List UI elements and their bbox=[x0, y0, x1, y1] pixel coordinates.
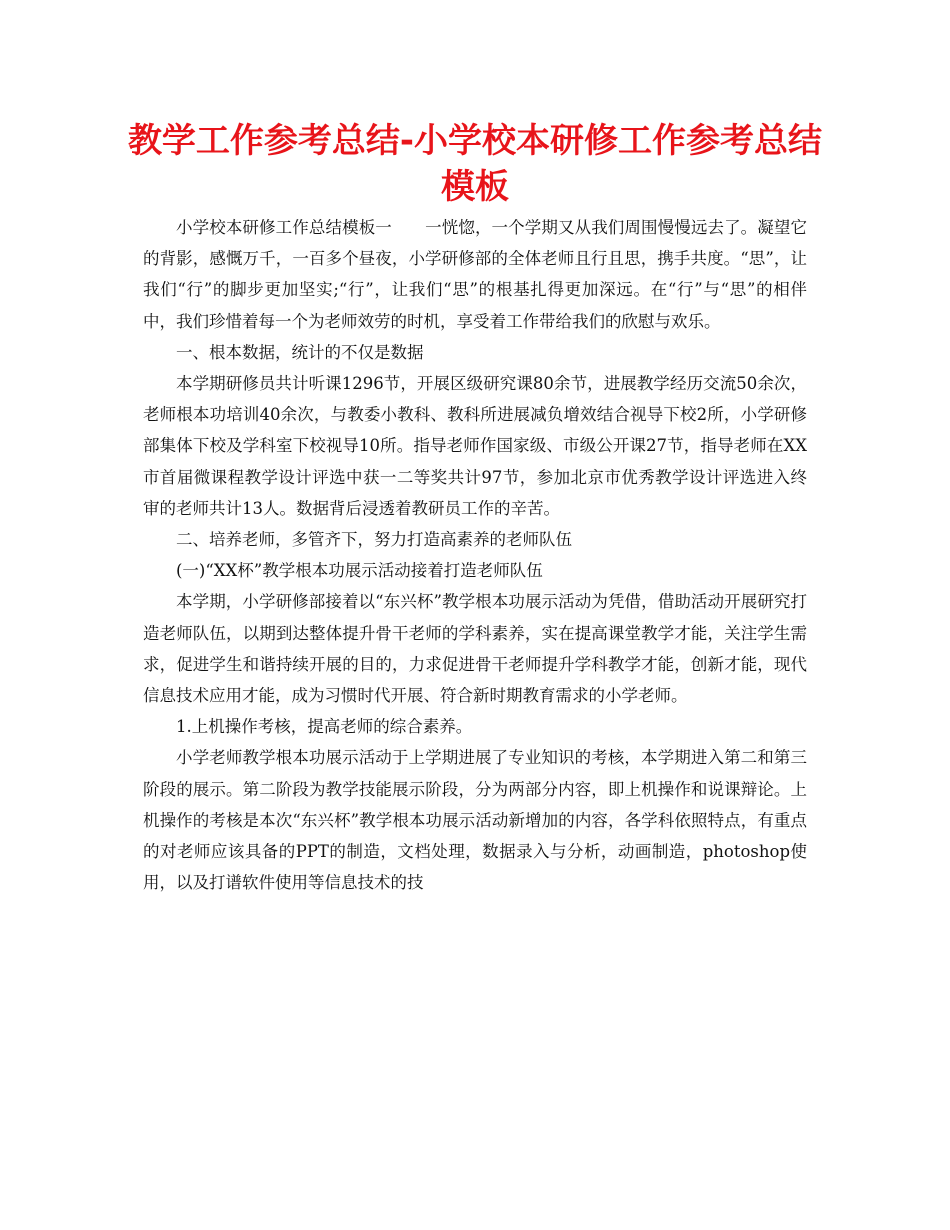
paragraph-intro: 小学校本研修工作总结模板一 一恍惚，一个学期又从我们周围慢慢远去了。凝望它的背影，感慨万千，一百多个昼夜，小学研修部的全体老师且行且思，携手共度。“思”，让我们“行”的脚步更加坚实;“行”，让我们“思”的根基扎得更加深远。在“行”与“思”的相伴中，我们珍惜着每一个为老师效劳的时机，享受着工作带给我们的欣慰与欢乐。 bbox=[143, 218, 807, 331]
section-heading-2: 二、培养老师，多管齐下，努力打造高素养的老师队伍 bbox=[176, 530, 572, 550]
document-title: 教学工作参考总结-小学校本研修工作参考总结模板 bbox=[127, 121, 823, 207]
paragraph-activity: 本学期，小学研修部接着以“东兴杯”教学根本功展示活动为凭借，借助活动开展研究打造老师队伍，以期到达整体提升骨干老师的学科素养，实在提高课堂教学才能，关注学生需求，促进学生和谐持续开展的目的，力求促进骨干老师提升学科教学才能，创新才能，现代信息技术应用才能，成为习惯时代开展、符合新时期教育需求的小学老师。 bbox=[143, 592, 807, 706]
document-body bbox=[143, 212, 807, 898]
section-heading-1: 一、根本数据，统计的不仅是数据 bbox=[176, 342, 424, 362]
subsection-heading-1: (一)“XX杯”教学根本功展示活动接着打造老师队伍 bbox=[176, 561, 543, 581]
paragraph-data: 本学期研修员共计听课1296节，开展区级研究课80余节，进展教学经历交流50余次，老师根本功培训40余次，与教委小教科、教科所进展减负增效结合视导下校2所，小学研修部集体下校及学科室下校视导10所。指导老师作国家级、市级公开课27节，指导老师在XX市首届微课程教学设计评选中获一二等奖共计97节，参加北京市优秀教学设计评选进入终审的老师共计13人。数据背后浸透着教研员工作的辛苦。 bbox=[143, 374, 807, 518]
item-heading-1: 1.上机操作考核，提高老师的综合素养。 bbox=[176, 717, 473, 737]
paragraph-computer-test: 小学老师教学根本功展示活动于上学期进展了专业知识的考核，本学期进入第二和第三阶段的展示。第二阶段为教学技能展示阶段，分为两部分内容，即上机操作和说课辩论。上机操作的考核是本次“东兴杯”教学根本功展示活动新增加的内容，各学科依照特点，有重点的对老师应该具备的PPT的制造，文档处理，数据录入与分析，动画制造，photoshop使用，以及打谱软件使用等信息技术的技 bbox=[143, 748, 807, 893]
